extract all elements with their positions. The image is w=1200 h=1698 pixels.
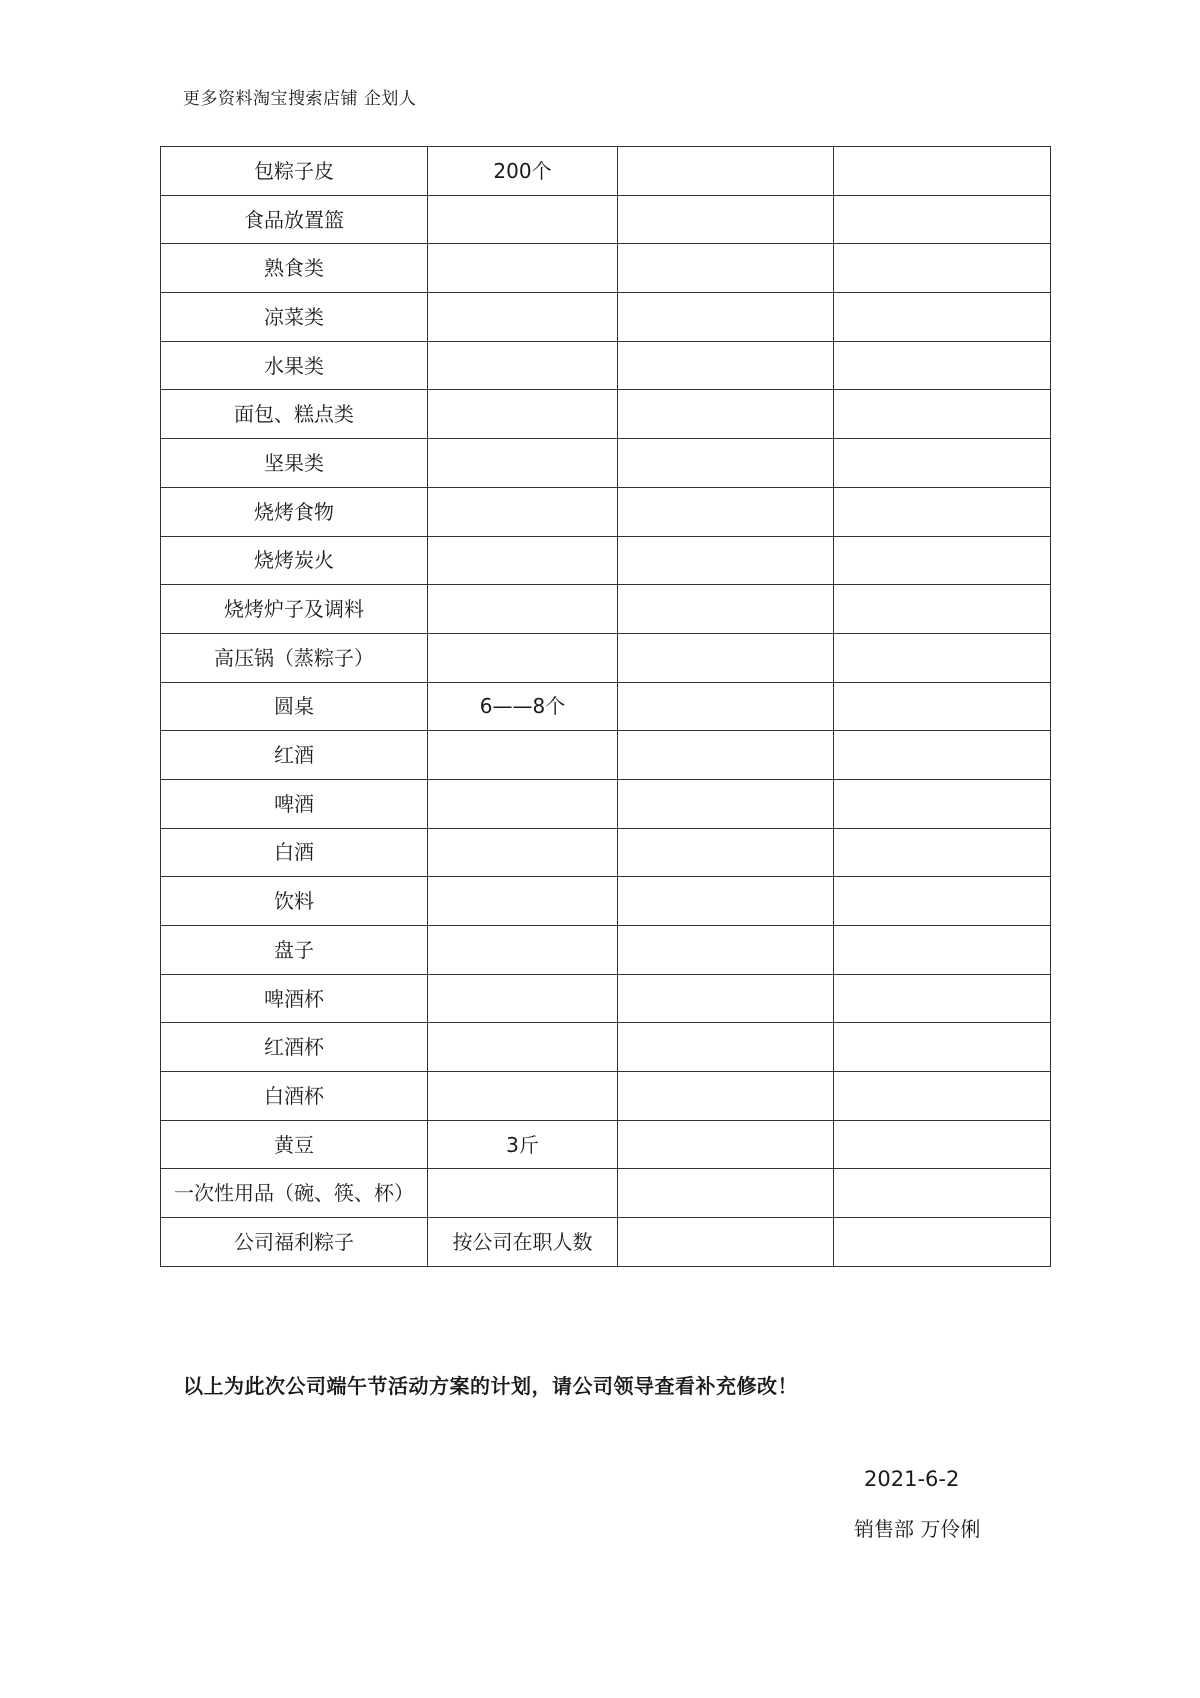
table-row	[161, 439, 1051, 488]
item-cell: 一次性用品（碗、筷、杯）	[161, 1169, 428, 1218]
table-row	[161, 244, 1051, 293]
quantity-cell	[428, 390, 618, 439]
blank-cell	[834, 341, 1051, 390]
blank-cell	[834, 487, 1051, 536]
table-row	[161, 1023, 1051, 1072]
item-cell: 食品放置篮	[161, 195, 428, 244]
quantity-cell	[428, 585, 618, 634]
table-row	[161, 147, 1051, 196]
blank-cell	[834, 1023, 1051, 1072]
item-cell: 烧烤食物	[161, 487, 428, 536]
quantity-cell	[428, 633, 618, 682]
item-cell: 高压锅（蒸粽子）	[161, 633, 428, 682]
blank-cell	[834, 244, 1051, 293]
blank-cell	[618, 828, 834, 877]
table-row	[161, 585, 1051, 634]
blank-cell	[618, 974, 834, 1023]
blank-cell	[834, 585, 1051, 634]
item-cell: 熟食类	[161, 244, 428, 293]
closing-statement: 以上为此次公司端午节活动方案的计划，请公司领导查看补充修改！	[183, 1374, 798, 1398]
table-row	[161, 974, 1051, 1023]
quantity-cell	[428, 1169, 618, 1218]
blank-cell	[834, 828, 1051, 877]
blank-cell	[834, 974, 1051, 1023]
blank-cell	[618, 293, 834, 342]
item-cell: 饮料	[161, 877, 428, 926]
item-cell: 盘子	[161, 926, 428, 975]
blank-cell	[618, 1023, 834, 1072]
quantity-cell	[428, 877, 618, 926]
quantity-cell	[428, 195, 618, 244]
table-row	[161, 341, 1051, 390]
table-row	[161, 828, 1051, 877]
blank-cell	[834, 195, 1051, 244]
blank-cell	[834, 1169, 1051, 1218]
quantity-cell	[428, 779, 618, 828]
blank-cell	[618, 341, 834, 390]
item-cell: 烧烤炉子及调料	[161, 585, 428, 634]
signature: 销售部 万伶俐	[854, 1517, 981, 1541]
blank-cell	[618, 244, 834, 293]
item-cell: 水果类	[161, 341, 428, 390]
blank-cell	[834, 1218, 1051, 1267]
table-row	[161, 1169, 1051, 1218]
table-row	[161, 293, 1051, 342]
blank-cell	[834, 439, 1051, 488]
table-row	[161, 1218, 1051, 1267]
table-row	[161, 390, 1051, 439]
item-cell: 公司福利粽子	[161, 1218, 428, 1267]
blank-cell	[618, 1072, 834, 1121]
quantity-cell: 3斤	[428, 1120, 618, 1169]
blank-cell	[618, 487, 834, 536]
blank-cell	[618, 682, 834, 731]
item-cell: 坚果类	[161, 439, 428, 488]
item-cell: 黄豆	[161, 1120, 428, 1169]
blank-cell	[834, 1120, 1051, 1169]
blank-cell	[834, 147, 1051, 196]
table-row	[161, 1120, 1051, 1169]
blank-cell	[834, 633, 1051, 682]
item-cell: 面包、糕点类	[161, 390, 428, 439]
quantity-cell	[428, 487, 618, 536]
table-row	[161, 877, 1051, 926]
table-row	[161, 1072, 1051, 1121]
quantity-cell: 6——8个	[428, 682, 618, 731]
blank-cell	[618, 926, 834, 975]
quantity-cell	[428, 828, 618, 877]
quantity-cell: 按公司在职人数	[428, 1218, 618, 1267]
table-row	[161, 487, 1051, 536]
quantity-cell	[428, 974, 618, 1023]
header-note: 更多资料淘宝搜索店铺 企划人	[183, 89, 417, 109]
blank-cell	[618, 147, 834, 196]
blank-cell	[834, 390, 1051, 439]
item-cell: 啤酒杯	[161, 974, 428, 1023]
blank-cell	[834, 779, 1051, 828]
table-row	[161, 536, 1051, 585]
quantity-cell	[428, 731, 618, 780]
blank-cell	[834, 731, 1051, 780]
item-cell: 白酒	[161, 828, 428, 877]
blank-cell	[618, 390, 834, 439]
blank-cell	[618, 1169, 834, 1218]
document-date: 2021-6-2	[864, 1467, 960, 1491]
quantity-cell	[428, 439, 618, 488]
item-cell: 圆桌	[161, 682, 428, 731]
item-cell: 红酒杯	[161, 1023, 428, 1072]
item-cell: 啤酒	[161, 779, 428, 828]
blank-cell	[834, 682, 1051, 731]
item-cell: 包粽子皮	[161, 147, 428, 196]
blank-cell	[618, 439, 834, 488]
quantity-cell	[428, 244, 618, 293]
table-row	[161, 195, 1051, 244]
blank-cell	[618, 536, 834, 585]
table-body	[161, 147, 1051, 1267]
quantity-cell	[428, 341, 618, 390]
blank-cell	[834, 536, 1051, 585]
supply-table	[160, 146, 1051, 1267]
quantity-cell	[428, 926, 618, 975]
table-row	[161, 731, 1051, 780]
blank-cell	[618, 195, 834, 244]
quantity-cell: 200个	[428, 147, 618, 196]
blank-cell	[618, 1218, 834, 1267]
table-row	[161, 779, 1051, 828]
blank-cell	[834, 926, 1051, 975]
quantity-cell	[428, 293, 618, 342]
blank-cell	[618, 1120, 834, 1169]
blank-cell	[618, 731, 834, 780]
item-cell: 红酒	[161, 731, 428, 780]
table-row	[161, 633, 1051, 682]
table-row	[161, 682, 1051, 731]
quantity-cell	[428, 1072, 618, 1121]
blank-cell	[834, 1072, 1051, 1121]
blank-cell	[618, 585, 834, 634]
item-cell: 白酒杯	[161, 1072, 428, 1121]
table-row	[161, 926, 1051, 975]
blank-cell	[834, 293, 1051, 342]
blank-cell	[618, 633, 834, 682]
item-cell: 凉菜类	[161, 293, 428, 342]
quantity-cell	[428, 1023, 618, 1072]
blank-cell	[618, 779, 834, 828]
quantity-cell	[428, 536, 618, 585]
blank-cell	[834, 877, 1051, 926]
item-cell: 烧烤炭火	[161, 536, 428, 585]
blank-cell	[618, 877, 834, 926]
